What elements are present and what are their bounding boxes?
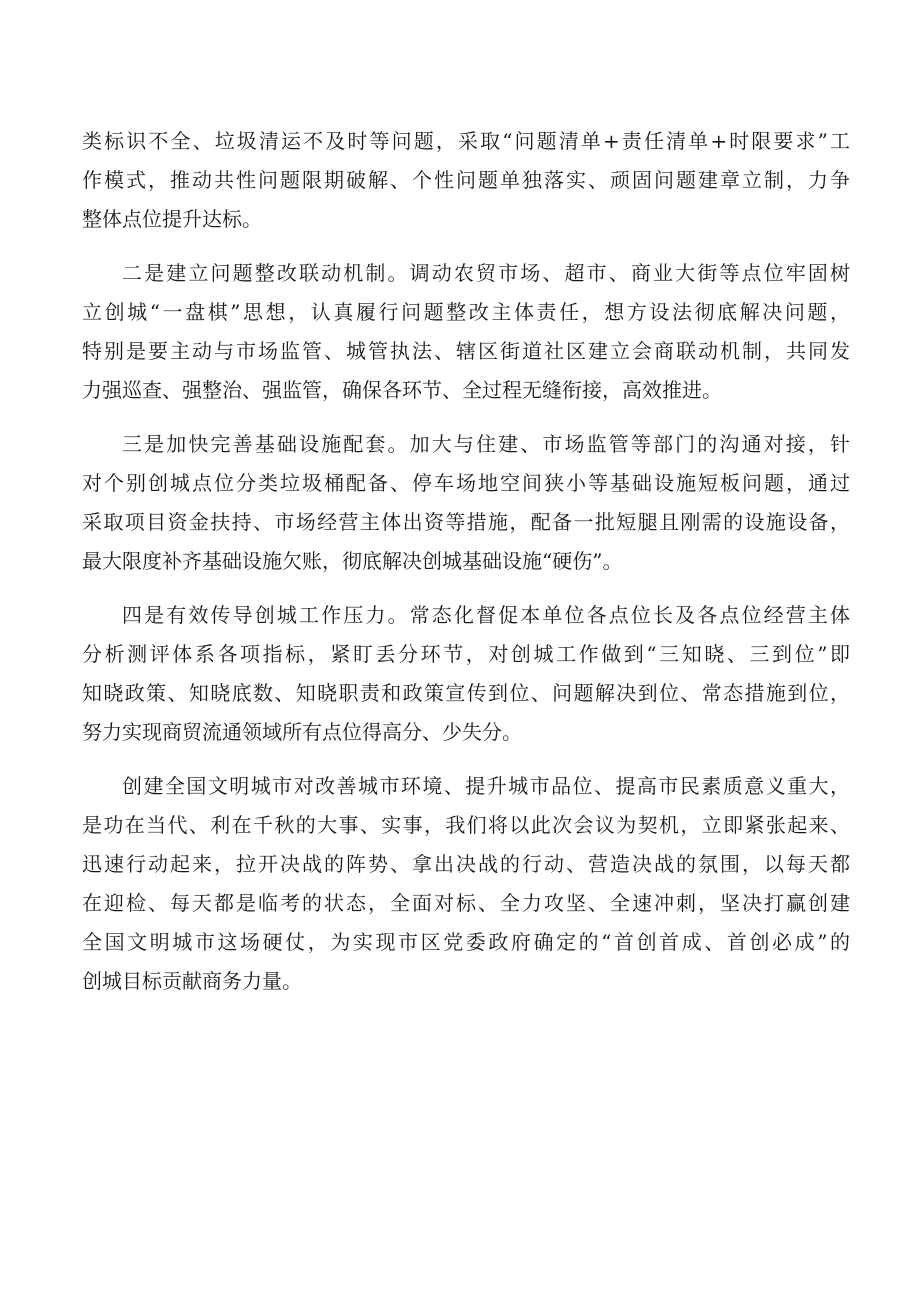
paragraph-line: 创建全国文明城市对改善城市环境、提升城市品位、提高市民素质意义重大，	[122, 774, 850, 798]
paragraph-line: 整体点位提升达标。	[82, 207, 262, 231]
paragraph-line: 知晓政策、知晓底数、知晓职责和政策宣传到位、问题解决到位、常态措施到位，	[82, 681, 850, 705]
paragraph-line: 创城目标贡献商务力量。	[82, 969, 302, 993]
paragraph-line: 努力实现商贸流通领域所有点位得高分、少失分。	[82, 720, 522, 744]
paragraph	[82, 767, 850, 1001]
paragraph-line: 四是有效传导创城工作压力。常态化督促本单位各点位长及各点位经营主体	[122, 603, 850, 627]
paragraph-line: 在迎检、每天都是临考的状态，全面对标、全力攻坚、全速冲刺，坚决打赢创建	[82, 891, 850, 915]
paragraph-line: 最大限度补齐基础设施欠账，彻底解决创城基础设施“硬伤”。	[82, 549, 623, 573]
paragraph-line: 全国文明城市这场硬仗，为实现市区党委政府确定的“首创首成、首创必成”的	[82, 930, 850, 954]
paragraph	[82, 122, 850, 239]
paragraph-line: 是功在当代、利在千秋的大事、实事，我们将以此次会议为契机，立即紧张起来、	[82, 813, 850, 837]
paragraph	[82, 596, 850, 752]
paragraph	[82, 425, 850, 581]
paragraph	[82, 254, 850, 410]
paragraph-line: 采取项目资金扶持、市场经营主体出资等措施，配备一批短腿且刚需的设施设备，	[82, 510, 850, 534]
paragraph-line: 特别是要主动与市场监管、城管执法、辖区街道社区建立会商联动机制，共同发	[82, 339, 850, 363]
paragraph-line: 类标识不全、垃圾清运不及时等问题，采取“问题清单+责任清单+时限要求”工	[82, 129, 850, 153]
paragraph-line: 力强巡查、强整治、强监管，确保各环节、全过程无缝衔接，高效推进。	[82, 378, 722, 402]
paragraph-line: 分析测评体系各项指标，紧盯丢分环节，对创城工作做到“三知晓、三到位”即	[82, 642, 850, 666]
paragraph-line: 二是建立问题整改联动机制。调动农贸市场、超市、商业大街等点位牢固树	[122, 261, 850, 285]
paragraph-line: 对个别创城点位分类垃圾桶配备、停车场地空间狭小等基础设施短板问题，通过	[82, 471, 850, 495]
paragraph-line: 三是加快完善基础设施配套。加大与住建、市场监管等部门的沟通对接，针	[122, 432, 850, 456]
paragraph-line: 立创城“一盘棋”思想，认真履行问题整改主体责任，想方设法彻底解决问题，	[82, 300, 850, 324]
paragraph-line: 迅速行动起来，拉开决战的阵势、拿出决战的行动、营造决战的氛围，以每天都	[82, 852, 850, 876]
paragraph-line: 作模式，推动共性问题限期破解、个性问题单独落实、顽固问题建章立制，力争	[82, 168, 850, 192]
document-body	[82, 122, 850, 1016]
